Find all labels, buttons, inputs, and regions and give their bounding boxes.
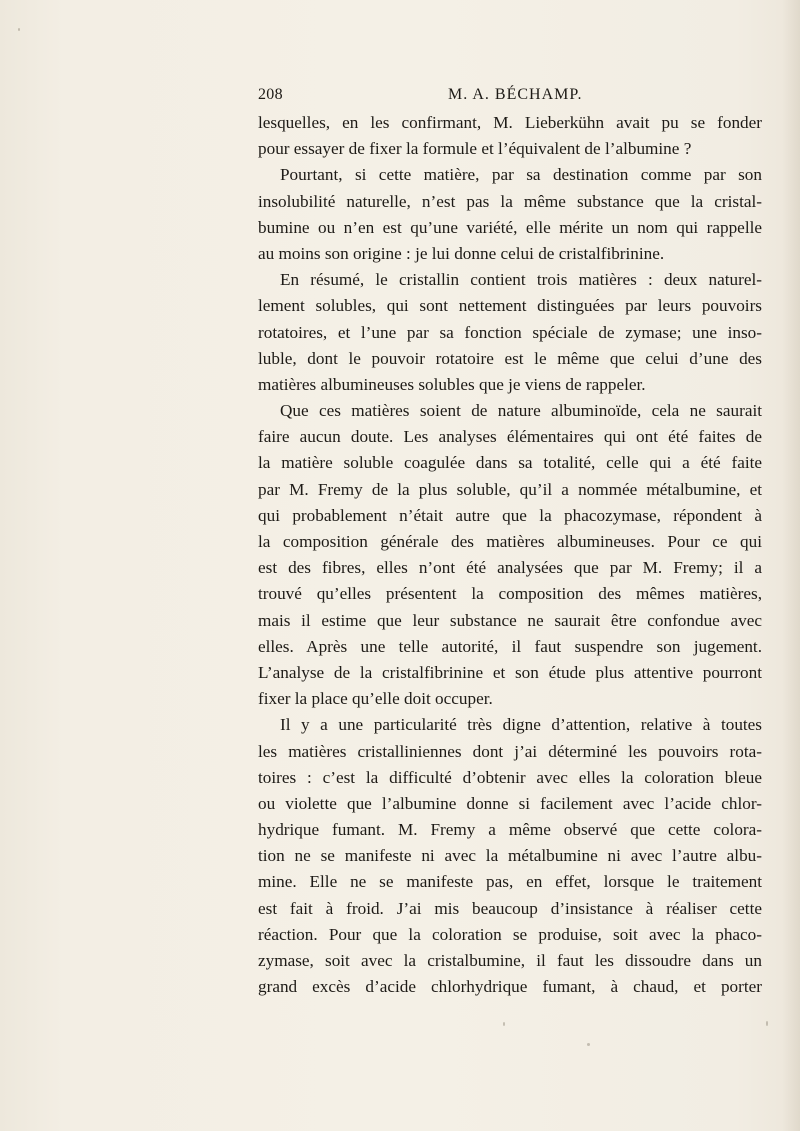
text-line: hydrique fumant. M. Fremy a même observé que cette colora- <box>258 820 762 840</box>
paper-speck <box>587 1043 590 1046</box>
text-line: qui probablement n’était autre que la phacozymase, répondent à <box>258 505 762 525</box>
text-line: est des fibres, elles n’ont été analysées que par M. Fremy; il a <box>258 558 762 578</box>
page-number: 208 <box>258 86 283 103</box>
text-line: par M. Fremy de la plus soluble, qu’il a nommée métalbumine, et <box>258 479 762 499</box>
text-line: au moins son origine : je lui donne celui de cristalfibrinine. <box>258 243 665 263</box>
text-line: rotatoires, et l’une par sa fonction spéciale de zymase; une inso- <box>258 322 762 342</box>
text-line: elles. Après une telle autorité, il faut suspendre son jugement. <box>258 636 762 656</box>
text-line: trouvé qu’elles présentent la composition des mêmes matières, <box>258 584 762 604</box>
text-line: les matières cristalliniennes dont j’ai déterminé les pouvoirs rota- <box>258 741 762 761</box>
text-line: grand excès d’acide chlorhydrique fumant, à chaud, et porter <box>258 977 762 997</box>
text-line: Pourtant, si cette matière, par sa destination comme par son <box>280 165 762 185</box>
text-line: luble, dont le pouvoir rotatoire est le même que celui d’une des <box>258 348 762 368</box>
text-line: insolubilité naturelle, n’est pas la même substance que la cristal- <box>258 191 762 211</box>
text-line: L’analyse de la cristalfibrinine et son étude plus attentive pourront <box>258 662 762 682</box>
text-line: lement solubles, qui sont nettement distinguées par leurs pouvoirs <box>258 296 762 316</box>
paper-speck <box>18 28 20 31</box>
text-line: Que ces matières soient de nature albuminoïde, cela ne saurait <box>280 401 762 421</box>
running-head <box>258 86 760 110</box>
text-line: réaction. Pour que la coloration se produise, soit avec la phaco- <box>258 924 762 944</box>
text-line: mine. Elle ne se manifeste pas, en effet, lorsque le traitement <box>258 872 762 892</box>
text-line: tion ne se manifeste ni avec la métalbumine ni avec l’autre albu- <box>258 846 762 866</box>
text-line: la composition générale des matières albumineuses. Pour ce qui <box>258 532 762 551</box>
page-edge-shadow <box>782 0 800 1131</box>
text-line: faire aucun doute. Les analyses élémentaires qui ont été faites de <box>258 427 762 447</box>
text-line: matières albumineuses solubles que je viens de rappeler. <box>258 374 646 394</box>
text-line: mais il estime que leur substance ne saurait être confondue avec <box>258 610 762 630</box>
text-line: est fait à froid. J’ai mis beaucoup d’insistance à réaliser cette <box>258 898 762 918</box>
text-line: lesquelles, en les confirmant, M. Lieberkühn avait pu se fonder <box>258 113 762 132</box>
text-line: zymase, soit avec la cristalbumine, il faut les dissoudre dans un <box>258 951 762 970</box>
text-line: bumine ou n’en est qu’une variété, elle mérite un nom qui rappelle <box>258 217 762 237</box>
running-title: M. A. BÉCHAMP. <box>448 86 583 103</box>
text-line: toires : c’est la difficulté d’obtenir avec elles la coloration bleue <box>258 767 762 787</box>
text-line: ou violette que l’albumine donne si facilement avec l’acide chlor- <box>258 793 762 813</box>
text-line: Il y a une particularité très digne d’attention, relative à toutes <box>280 715 762 735</box>
body-text <box>258 110 762 1000</box>
text-line: En résumé, le cristallin contient trois matières : deux naturel- <box>280 270 762 290</box>
paper-speck <box>503 1022 505 1026</box>
text-line: la matière soluble coagulée dans sa totalité, celle qui a été faite <box>258 453 762 473</box>
text-line: pour essayer de fixer la formule et l’équivalent de l’albumine ? <box>258 139 692 159</box>
paper-speck <box>766 1021 768 1026</box>
text-line: fixer la place qu’elle doit occuper. <box>258 689 493 709</box>
